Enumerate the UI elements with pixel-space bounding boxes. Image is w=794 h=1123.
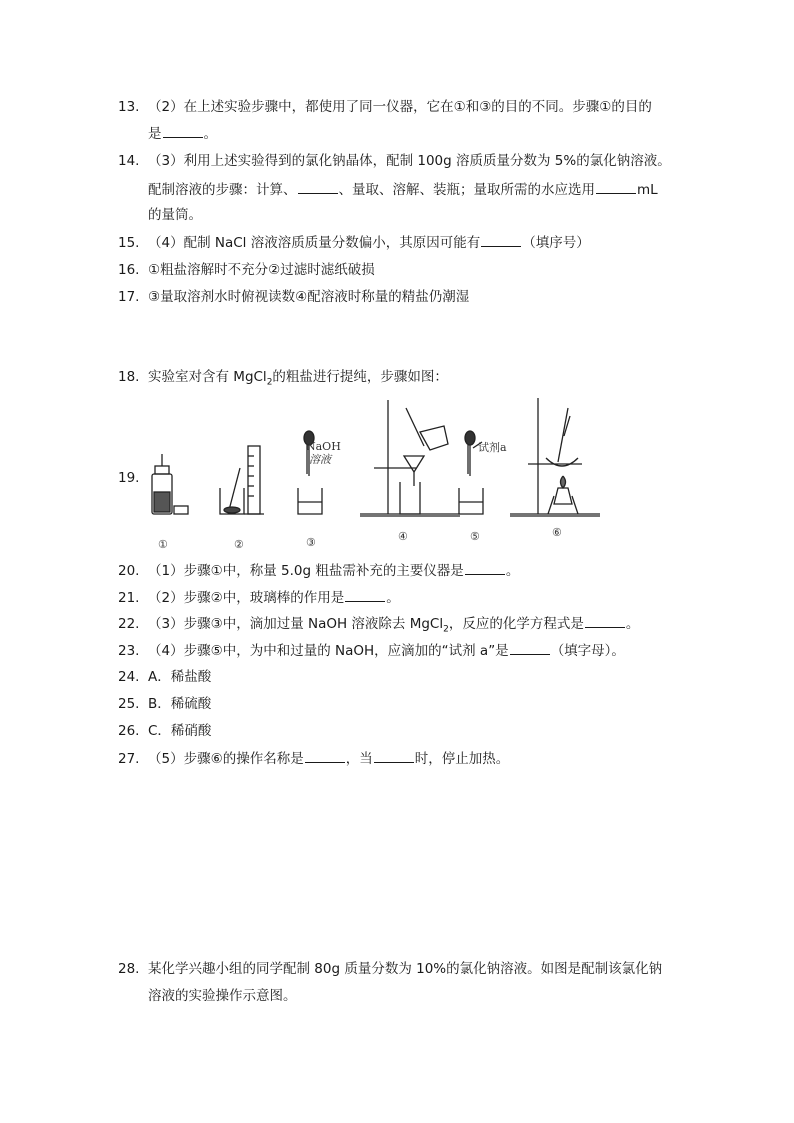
question-text: （1）步骤①中，称量 5.0g 粗盐需补充的主要仪器是 bbox=[148, 563, 464, 579]
step-caption-4: ④ bbox=[398, 530, 408, 543]
subscript: 2 bbox=[443, 624, 449, 635]
subscript: 2 bbox=[266, 377, 273, 388]
reagent-a-label: 试剂a bbox=[478, 441, 507, 454]
question-number: 25. bbox=[118, 696, 140, 712]
naoh-solution-label: 溶液 bbox=[309, 453, 331, 466]
step-caption-3: ③ bbox=[306, 536, 316, 549]
question-25 bbox=[118, 695, 211, 713]
question-27 bbox=[118, 749, 509, 768]
graduated-cylinder-icon bbox=[244, 446, 264, 514]
text-fragment: 的粗盐进行提纯，步骤如图： bbox=[272, 369, 448, 385]
text-fragment: ，反应的化学方程式是 bbox=[448, 616, 584, 632]
text-fragment: 时，停止加热。 bbox=[414, 751, 510, 767]
filtration-stand-icon bbox=[360, 400, 460, 516]
question-23 bbox=[118, 641, 625, 660]
question-13 bbox=[118, 98, 652, 116]
step-caption-2: ② bbox=[234, 538, 244, 551]
question-number: 19. bbox=[118, 470, 140, 486]
question-number: 14. bbox=[118, 153, 140, 169]
beaker-icon bbox=[459, 488, 483, 514]
step-caption-6: ⑥ bbox=[552, 526, 562, 539]
text-fragment: （填序号） bbox=[522, 235, 590, 251]
question-text: （2）步骤②中，玻璃棒的作用是 bbox=[148, 590, 345, 606]
question-26 bbox=[118, 722, 211, 740]
text-fragment: ，当 bbox=[345, 751, 373, 767]
option-text: B．稀硫酸 bbox=[148, 696, 212, 712]
question-20 bbox=[118, 561, 519, 580]
apparatus-drawing bbox=[148, 396, 608, 556]
option-text: A．稀盐酸 bbox=[148, 669, 212, 685]
question-number: 16. bbox=[118, 262, 140, 278]
text-fragment: 。 bbox=[625, 616, 640, 632]
experiment-steps-figure bbox=[148, 396, 608, 556]
answer-blank[interactable] bbox=[298, 180, 338, 194]
question-14 bbox=[118, 152, 671, 170]
question-text: 某化学兴趣小组的同学配制 80g 质量分数为 10%的氯化钠溶液。如图是配制该氯化钠 bbox=[148, 961, 663, 977]
question-18 bbox=[118, 368, 448, 392]
question-16 bbox=[118, 261, 375, 279]
answer-blank[interactable] bbox=[481, 233, 521, 247]
question-number: 21. bbox=[118, 590, 140, 606]
question-number: 13. bbox=[118, 99, 140, 115]
question-text: ③量取溶剂水时俯视读数④配溶液时称量的精盐仍潮湿 bbox=[148, 289, 470, 305]
option-text: C．稀硝酸 bbox=[148, 723, 212, 739]
question-21 bbox=[118, 588, 400, 607]
text-fragment: 溶液的实验操作示意图。 bbox=[148, 988, 297, 1004]
question-15 bbox=[118, 233, 590, 252]
answer-blank[interactable] bbox=[345, 588, 385, 602]
question-24 bbox=[118, 668, 211, 686]
text-fragment: 。 bbox=[505, 563, 520, 579]
answer-blank[interactable] bbox=[163, 124, 203, 138]
text-fragment: mL bbox=[637, 182, 658, 198]
answer-blank[interactable] bbox=[596, 180, 636, 194]
question-number: 26. bbox=[118, 723, 140, 739]
answer-blank[interactable] bbox=[465, 561, 505, 575]
text-fragment: 的量筒。 bbox=[148, 207, 202, 223]
question-number: 28. bbox=[118, 961, 140, 977]
step-caption-5: ⑤ bbox=[470, 530, 480, 543]
naoh-label: NaOH bbox=[306, 440, 341, 453]
question-number: 27. bbox=[118, 751, 140, 767]
question-text: （4）步骤⑤中，为中和过量的 NaOH，应滴加的“试剂 a”是 bbox=[148, 643, 509, 659]
question-number: 22. bbox=[118, 616, 140, 632]
question-number: 24. bbox=[118, 669, 140, 685]
answer-blank[interactable] bbox=[374, 749, 414, 763]
step-caption-1: ① bbox=[158, 538, 168, 551]
question-14-continuation bbox=[148, 180, 658, 199]
text-fragment: 。 bbox=[203, 126, 217, 142]
question-13-continuation bbox=[148, 124, 217, 143]
question-text: （3）步骤③中，滴加过量 NaOH 溶液除去 MgCl bbox=[148, 616, 444, 632]
evaporation-setup-icon bbox=[510, 398, 600, 516]
question-number: 20. bbox=[118, 563, 140, 579]
question-17 bbox=[118, 288, 469, 306]
question-text: （5）步骤⑥的操作名称是 bbox=[148, 751, 304, 767]
question-14-continuation-2 bbox=[148, 206, 202, 224]
question-number: 17. bbox=[118, 289, 140, 305]
question-28 bbox=[118, 960, 662, 978]
text-fragment: 是 bbox=[148, 126, 162, 142]
question-number: 18. bbox=[118, 369, 140, 385]
question-28-continuation bbox=[148, 987, 297, 1005]
reagent-bottle-icon bbox=[152, 454, 188, 514]
beaker-icon bbox=[298, 488, 322, 514]
answer-blank[interactable] bbox=[510, 641, 550, 655]
question-text: （4）配制 NaCl 溶液溶质质量分数偏小，其原因可能有 bbox=[148, 235, 481, 251]
question-22 bbox=[118, 614, 639, 639]
question-number: 23. bbox=[118, 643, 140, 659]
question-text: 实验室对含有 MgCl bbox=[148, 369, 267, 385]
answer-blank[interactable] bbox=[585, 614, 625, 628]
question-19 bbox=[118, 469, 148, 487]
beaker-with-rod-icon bbox=[220, 468, 244, 514]
text-fragment: 配制溶液的步骤：计算、 bbox=[148, 182, 297, 198]
question-number: 15. bbox=[118, 235, 140, 251]
question-text: （3）利用上述实验得到的氯化钠晶体，配制 100g 溶质质量分数为 5%的氯化钠溶液。 bbox=[148, 153, 671, 169]
answer-blank[interactable] bbox=[305, 749, 345, 763]
text-fragment: 、量取、溶解、装瓶；量取所需的水应选用 bbox=[338, 182, 595, 198]
text-fragment: 。 bbox=[386, 590, 400, 606]
question-text: （2）在上述实验步骤中，都使用了同一仪器，它在①和③的目的不同。步骤①的目的 bbox=[148, 99, 652, 115]
text-fragment: （填字母）。 bbox=[550, 643, 625, 659]
question-text: ①粗盐溶解时不充分②过滤时滤纸破损 bbox=[148, 262, 375, 278]
